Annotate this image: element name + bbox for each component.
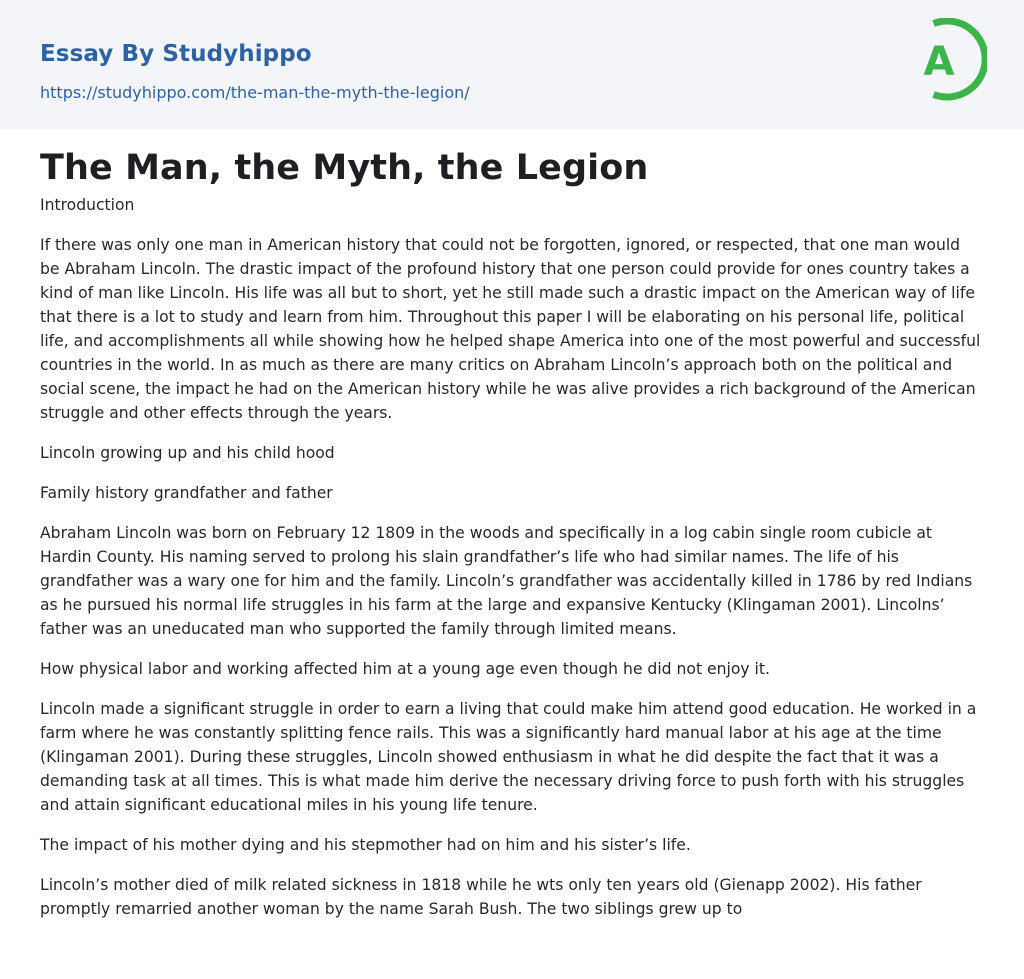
paragraph-labor-heading: How physical labor and working affected him at a young age even though he did not enjoy it. — [40, 660, 770, 678]
paragraph-birth: Abraham Lincoln was born on February 12 1809 in the woods and specifically in a log cabin single room cubicle at Hardin County. His naming served to prolong his slain grandfather’s life who had similar names. The life of his grandfather was a wary one for him and the family. Lincoln’s grandfather was accidentally killed in 1786 by red Indians as he pursued his normal life struggles in his farm at the large and expansive Kentucky (Klingaman 2001). Lincolns’ father was an uneducated man who supported the family through limited means. — [40, 524, 973, 638]
paragraph-mother-heading: The impact of his mother dying and his stepmother had on him and his sister’s life. — [40, 836, 691, 854]
paragraph-childhood-heading: Lincoln growing up and his child hood — [40, 444, 335, 462]
site-header — [0, 0, 1024, 129]
paragraph-labor: Lincoln made a significant struggle in order to earn a living that could make him attend good education. He worked in a farm where he was constantly splitting fence rails. This was a significantly hard manual labor at his age at the time (Klingaman 2001). During these struggles, Lincoln showed enthusiasm in what he did despite the fact that it was a demanding task at all times. This is what made him derive the necessary driving force to push forth with his struggles and attain significant educational miles in his young life tenure. — [40, 700, 977, 814]
paragraph-introduction-heading: Introduction — [40, 196, 135, 214]
studyhippo-logo-icon[interactable] — [911, 18, 987, 106]
essay-url-link[interactable]: https://studyhippo.com/the-man-the-myth-the-legion/ — [40, 83, 470, 102]
article-body — [0, 129, 1024, 921]
site-brand[interactable]: Essay By Studyhippo — [40, 41, 312, 67]
essay-title: The Man, the Myth, the Legion — [40, 148, 649, 188]
paragraph-mother: Lincoln’s mother died of milk related sickness in 1818 while he wts only ten years old (Gienapp 2002). His father promptly remarried another woman by the name Sarah Bush. The two siblings grew up to — [40, 876, 922, 918]
paragraph-family-heading: Family history grandfather and father — [40, 484, 333, 502]
paragraph-introduction: If there was only one man in American history that could not be forgotten, ignored, or respected, that one man would be Abraham Lincoln. The drastic impact of the profound history that one person could provide for ones country takes a kind of man like Lincoln. His life was all but to short, yet he still made such a drastic impact on the American way of life that there is a lot to study and learn from him. Throughout this paper I will be elaborating on his personal life, political life, and accomplishments all while showing how he helped shape America into one of the most powerful and successful countries in the world. In as much as there are many critics on Abraham Lincoln’s approach both on the political and social scene, the impact he had on the American history while he was alive provides a rich background of the American struggle and other effects through the years. — [40, 236, 981, 422]
svg-text:A: A — [923, 39, 955, 85]
